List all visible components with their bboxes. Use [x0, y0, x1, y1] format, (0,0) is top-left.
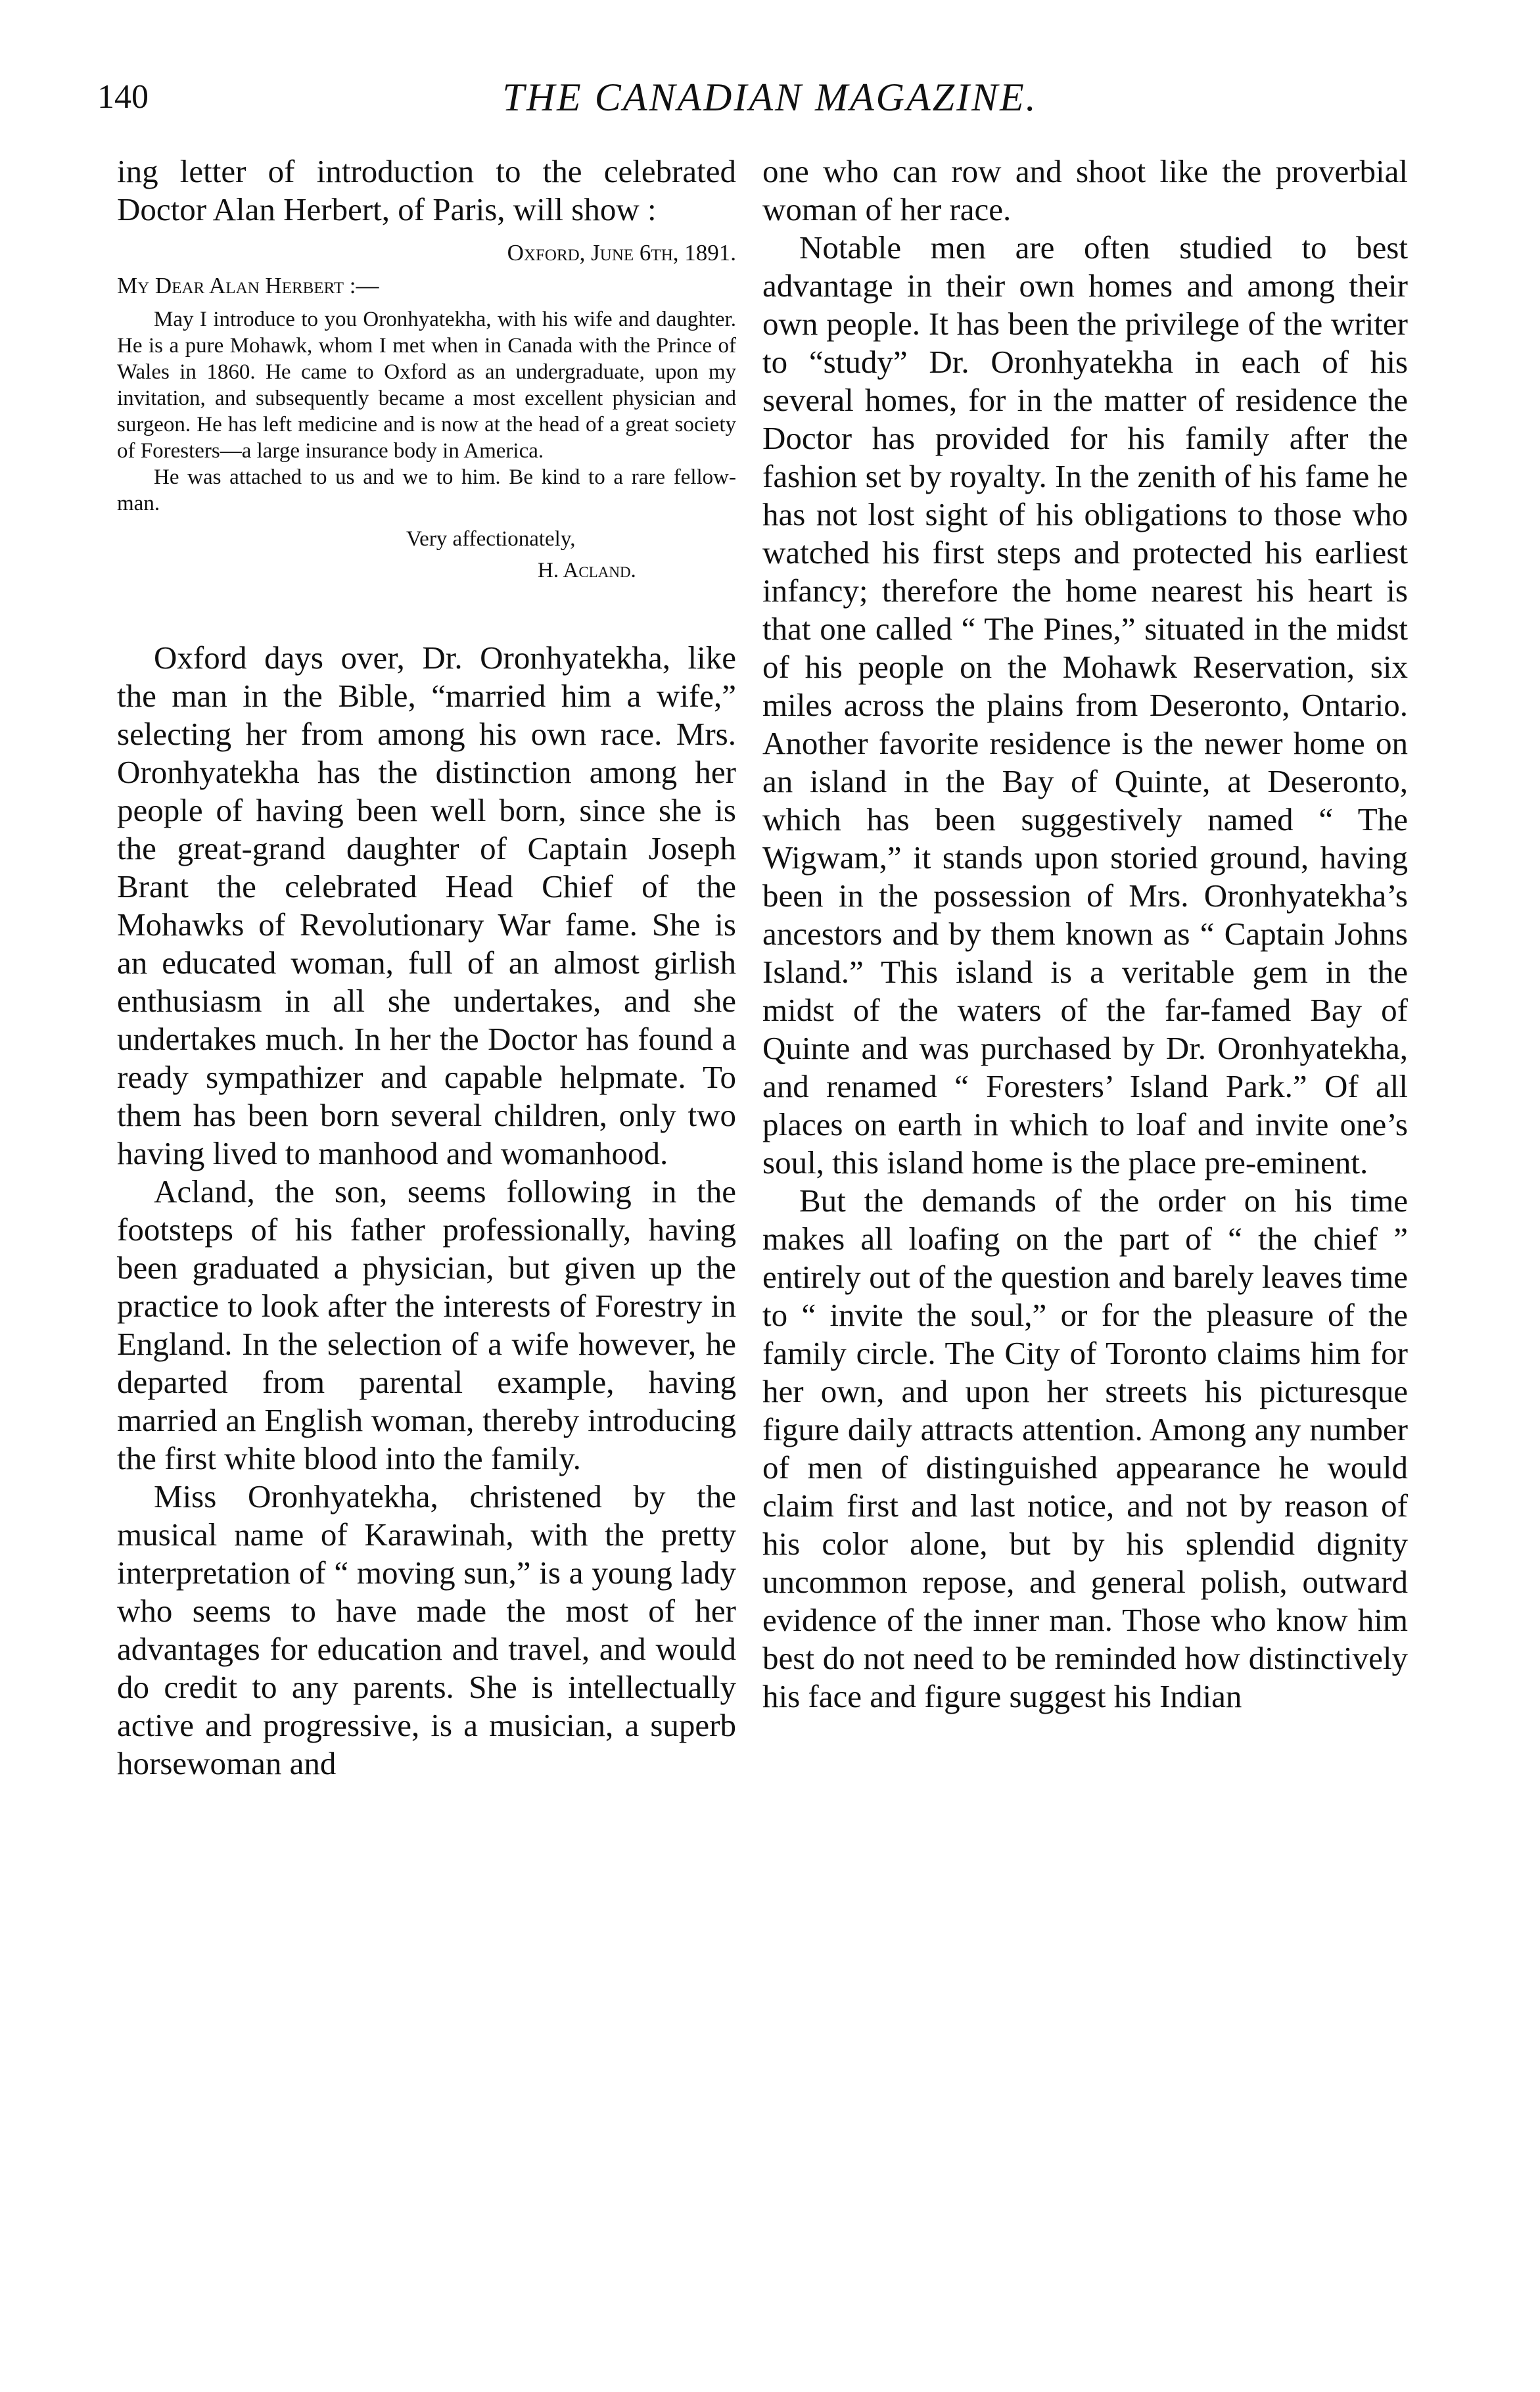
paragraph: Miss Oronhyatekha, christened by the musical name of Karawinah, with the pretty interpretation of “ moving sun,” is a young lady who seems to have made the most of her advantages for education and travel, and would do credit to any parents. She is intellectually active and progressive, is a musician, a superb horsewoman and [117, 1478, 736, 1781]
running-title: THE CANADIAN MAGAZINE. [502, 76, 1038, 119]
page-number: 140 [97, 78, 149, 116]
letter-closing: Very affectionately, [406, 527, 576, 551]
paragraph: Oxford days over, Dr. Oronhyatekha, like the man in the Bible, “married him a wife,” selecting her from among his own race. Mrs. Oronhyatekha has the distinction among her people of having been well born, since she is the great-grand daughter of Captain Joseph Brant the celebrated Head Chief of the Mohawks of Revolutionary War fame. She is an educated woman, full of an almost girlish enthusiasm in all she undertakes, and she undertakes much. In her the Doctor has found a ready sympathizer and capable helpmate. To them has been born several children, only two having lived to manhood and womanhood. [117, 640, 736, 1171]
left-column [117, 152, 736, 1783]
paragraph: Notable men are often studied to best advantage in their own homes and among their own people. It has been the privilege of the writer to “study” Dr. Oronhyatekha in each of his several homes, for in the matter of residence the Doctor has provided for his family after the fashion set by royalty. In the zenith of his fame he has not lost sight of his obligations to those who watched his first steps and protected his earliest infancy; therefore the home nearest his heart is that one called “ The Pines,” situated in the midst of his people on the Mohawk Reservation, six miles across the plains from Deseronto, Ontario. Another favorite residence is the newer home on an island in the Bay of Quinte, at Deseronto, which has been suggestively named “ The Wigwam,” it stands upon storied ground, having been in the possession of Mrs. Oronhyatekha’s ancestors and by them known as “ Captain Johns Island.” This island is a veritable gem in the midst of the waters of the far-famed Bay of Quinte and was purchased by Dr. Oronhyatekha, and renamed “ Foresters’ Island Park.” Of all places on earth in which to loaf and invite one’s soul, this island home is the place pre-eminent. [762, 229, 1408, 1181]
right-column [762, 152, 1408, 1716]
paragraph: ing letter of introduction to the celebrated Doctor Alan Herbert, of Paris, will show : [117, 153, 736, 227]
paragraph: Acland, the son, seems following in the footsteps of his father professionally, having been graduated a physician, but given up the practice to look after the interests of Forestry in England. In the selection of a wife however, he departed from parental example, having married an English woman, thereby introducing the first white blood into the family. [117, 1173, 736, 1476]
letter-signature: H. Acland. [538, 559, 636, 582]
letter-body: He was attached to us and we to him. Be kind to a rare fellow-man. [117, 465, 736, 515]
letter-of-introduction [117, 239, 736, 584]
paragraph: But the demands of the order on his time makes all loafing on the part of “ the chief ” entirely out of the question and barely leaves time to “ invite the soul,” or for the pleasure of the family circle. The City of Toronto claims him for her own, and upon her streets his picturesque figure daily attracts attention. Among any number of men of distinguished appearance he would claim first and last notice, and not by reason of his color alone, but by his splendid dignity uncommon repose, and general polish, outward evidence of the inner man. Those who know him best do not need to be reminded how distinctively his face and figure suggest his Indian [762, 1183, 1408, 1714]
letter-body: May I introduce to you Oronhyatekha, with his wife and daughter. He is a pure Mohawk, whom I met when in Canada with the Prince of Wales in 1860. He came to Oxford as an undergraduate, upon my invitation, and subsequently became a most excellent physician and surgeon. He has left medicine and is now at the head of a great society of Foresters—a large insurance body in America. [117, 308, 736, 463]
letter-salutation: My Dear Alan Herbert :— [117, 273, 379, 298]
paragraph: one who can row and shoot like the proverbial woman of her race. [762, 153, 1408, 227]
letter-dateline: Oxford, June 6th, 1891. [507, 240, 736, 266]
